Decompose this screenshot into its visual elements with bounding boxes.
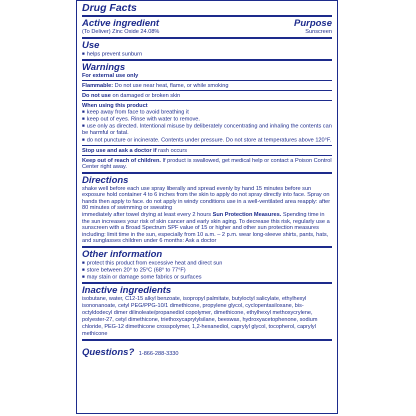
divider [82, 100, 332, 101]
directions-header: Directions [82, 174, 129, 186]
directions-part-3: Spending time in the sun increases your risk of skin cancer and early skin aging. To decrease this risk, regularly use a sunscreen with a Broad Spectrum SPF value of 15 or higher and other sun protection measures including: limit time in the sun, especially from 10 a.m. – 2 p.m. wear long-sleeve shirts, pants, hats, and sunglasses children under 6 months: Ask a doctor [82, 212, 330, 245]
when-using-item: ■ use only as directed. Intentional misuse by deliberately concentrating and inhaling the contents can be harmful or fatal. [82, 123, 332, 137]
divider [82, 339, 332, 341]
purpose-header: Purpose [293, 18, 332, 29]
do-not-use-warning [82, 93, 332, 100]
use-item: ■ helps prevent sunburn [82, 51, 332, 58]
when-using-item: ■ do not puncture or incinerate. Contents under pressure. Do not store at temperatures above 120°F. [82, 137, 332, 144]
divider [82, 172, 332, 174]
other-information-header: Other information [82, 249, 163, 261]
other-info-item: ■ store between 20° to 25°C (68° to 77°F) [82, 267, 332, 274]
directions-text [82, 186, 332, 245]
directions-part-2: immediately after towel drying at least every 2 hours [82, 212, 213, 219]
divider [82, 90, 332, 91]
inactive-ingredients-text: isobutane, water, C12-15 alkyl benzoate, isopropyl palmitate, butyloctyl salicylate, ethylhexyl isononanoate, cetyl PEG/PPG-10/1 dimethicone, propylene glycol, cyclopentasiloxane, bis-octyldodecyl dimer dilinoleate/propanediol copolymer, dimethicone, ethylhexyl methoxycrylene, polyester-27, cetyl dimethicone, triethoxycaprylylsilane, beeswax, hydroxyacetophenone, sodium chloride, PEG-12 dimethicone crosspolymer, 1,2-hexanediol, caprylyl glycol, tocopherol, caprylyl methicone [82, 296, 318, 337]
divider [82, 282, 332, 284]
flammable-text: Do not use near heat, flame, or while smoking [113, 82, 229, 89]
when-using-header: When using this product [82, 102, 148, 109]
panel-title: Drug Facts [82, 2, 137, 14]
drug-facts-panel [76, 0, 338, 414]
divider [82, 80, 332, 81]
sun-protection-label: Sun Protection Measures. [212, 212, 282, 219]
flammable-label: Flammable: [82, 82, 114, 89]
active-ingredient-header: Active ingredient [82, 18, 160, 29]
divider [82, 59, 332, 61]
questions-header: Questions? [82, 346, 135, 358]
when-using-item: ■ keep out of eyes. Rinse with water to remove. [82, 116, 332, 123]
divider [82, 155, 332, 156]
questions-phone: 1-866-288-3330 [138, 350, 179, 357]
keep-out-text: If product is swallowed, get medical help or contact a Poison Control Center right away. [82, 157, 332, 171]
divider [82, 15, 332, 17]
stop-use-warning [82, 148, 332, 155]
active-ingredient-row [82, 18, 332, 36]
divider [82, 246, 332, 248]
flammable-warning [82, 83, 332, 90]
stop-use-label: Stop use and ask a doctor if [82, 147, 157, 154]
keep-out-of-reach-warning [82, 158, 332, 171]
purpose-value: Sunscreen [305, 29, 332, 35]
keep-out-label: Keep out of reach of children. [82, 157, 161, 164]
do-not-use-label: Do not use [82, 92, 111, 99]
do-not-use-text: on damaged or broken skin [110, 92, 181, 99]
divider [82, 37, 332, 39]
other-info-item: ■ may stain or damage some fabrics or surfaces [82, 274, 332, 281]
external-use-warning: For external use only [82, 72, 139, 79]
stop-use-text: rash occurs [156, 147, 188, 154]
questions-row [82, 342, 332, 360]
when-using-item: ■ keep away from face to avoid breathing it [82, 109, 332, 116]
use-header: Use [82, 39, 100, 51]
warnings-header: Warnings [82, 61, 126, 73]
directions-part-1: shake well before each use spray liberally and spread evenly by hand 15 minutes before sun exposure hold container 4 to 6 inches from the skin to apply do not spray directly into face. Spray on hands then apply to face. do not apply in windy conditions use in a well-ventilated area reapply: after 80 minutes of swimming or sweating [82, 185, 331, 212]
divider [82, 145, 332, 146]
active-ingredient-value: (To Deliver) Zinc Oxide 24.08% [82, 29, 160, 35]
other-info-item: ■ protect this product from excessive heat and direct sun [82, 260, 332, 267]
inactive-ingredients-header: Inactive ingredients [82, 285, 172, 297]
